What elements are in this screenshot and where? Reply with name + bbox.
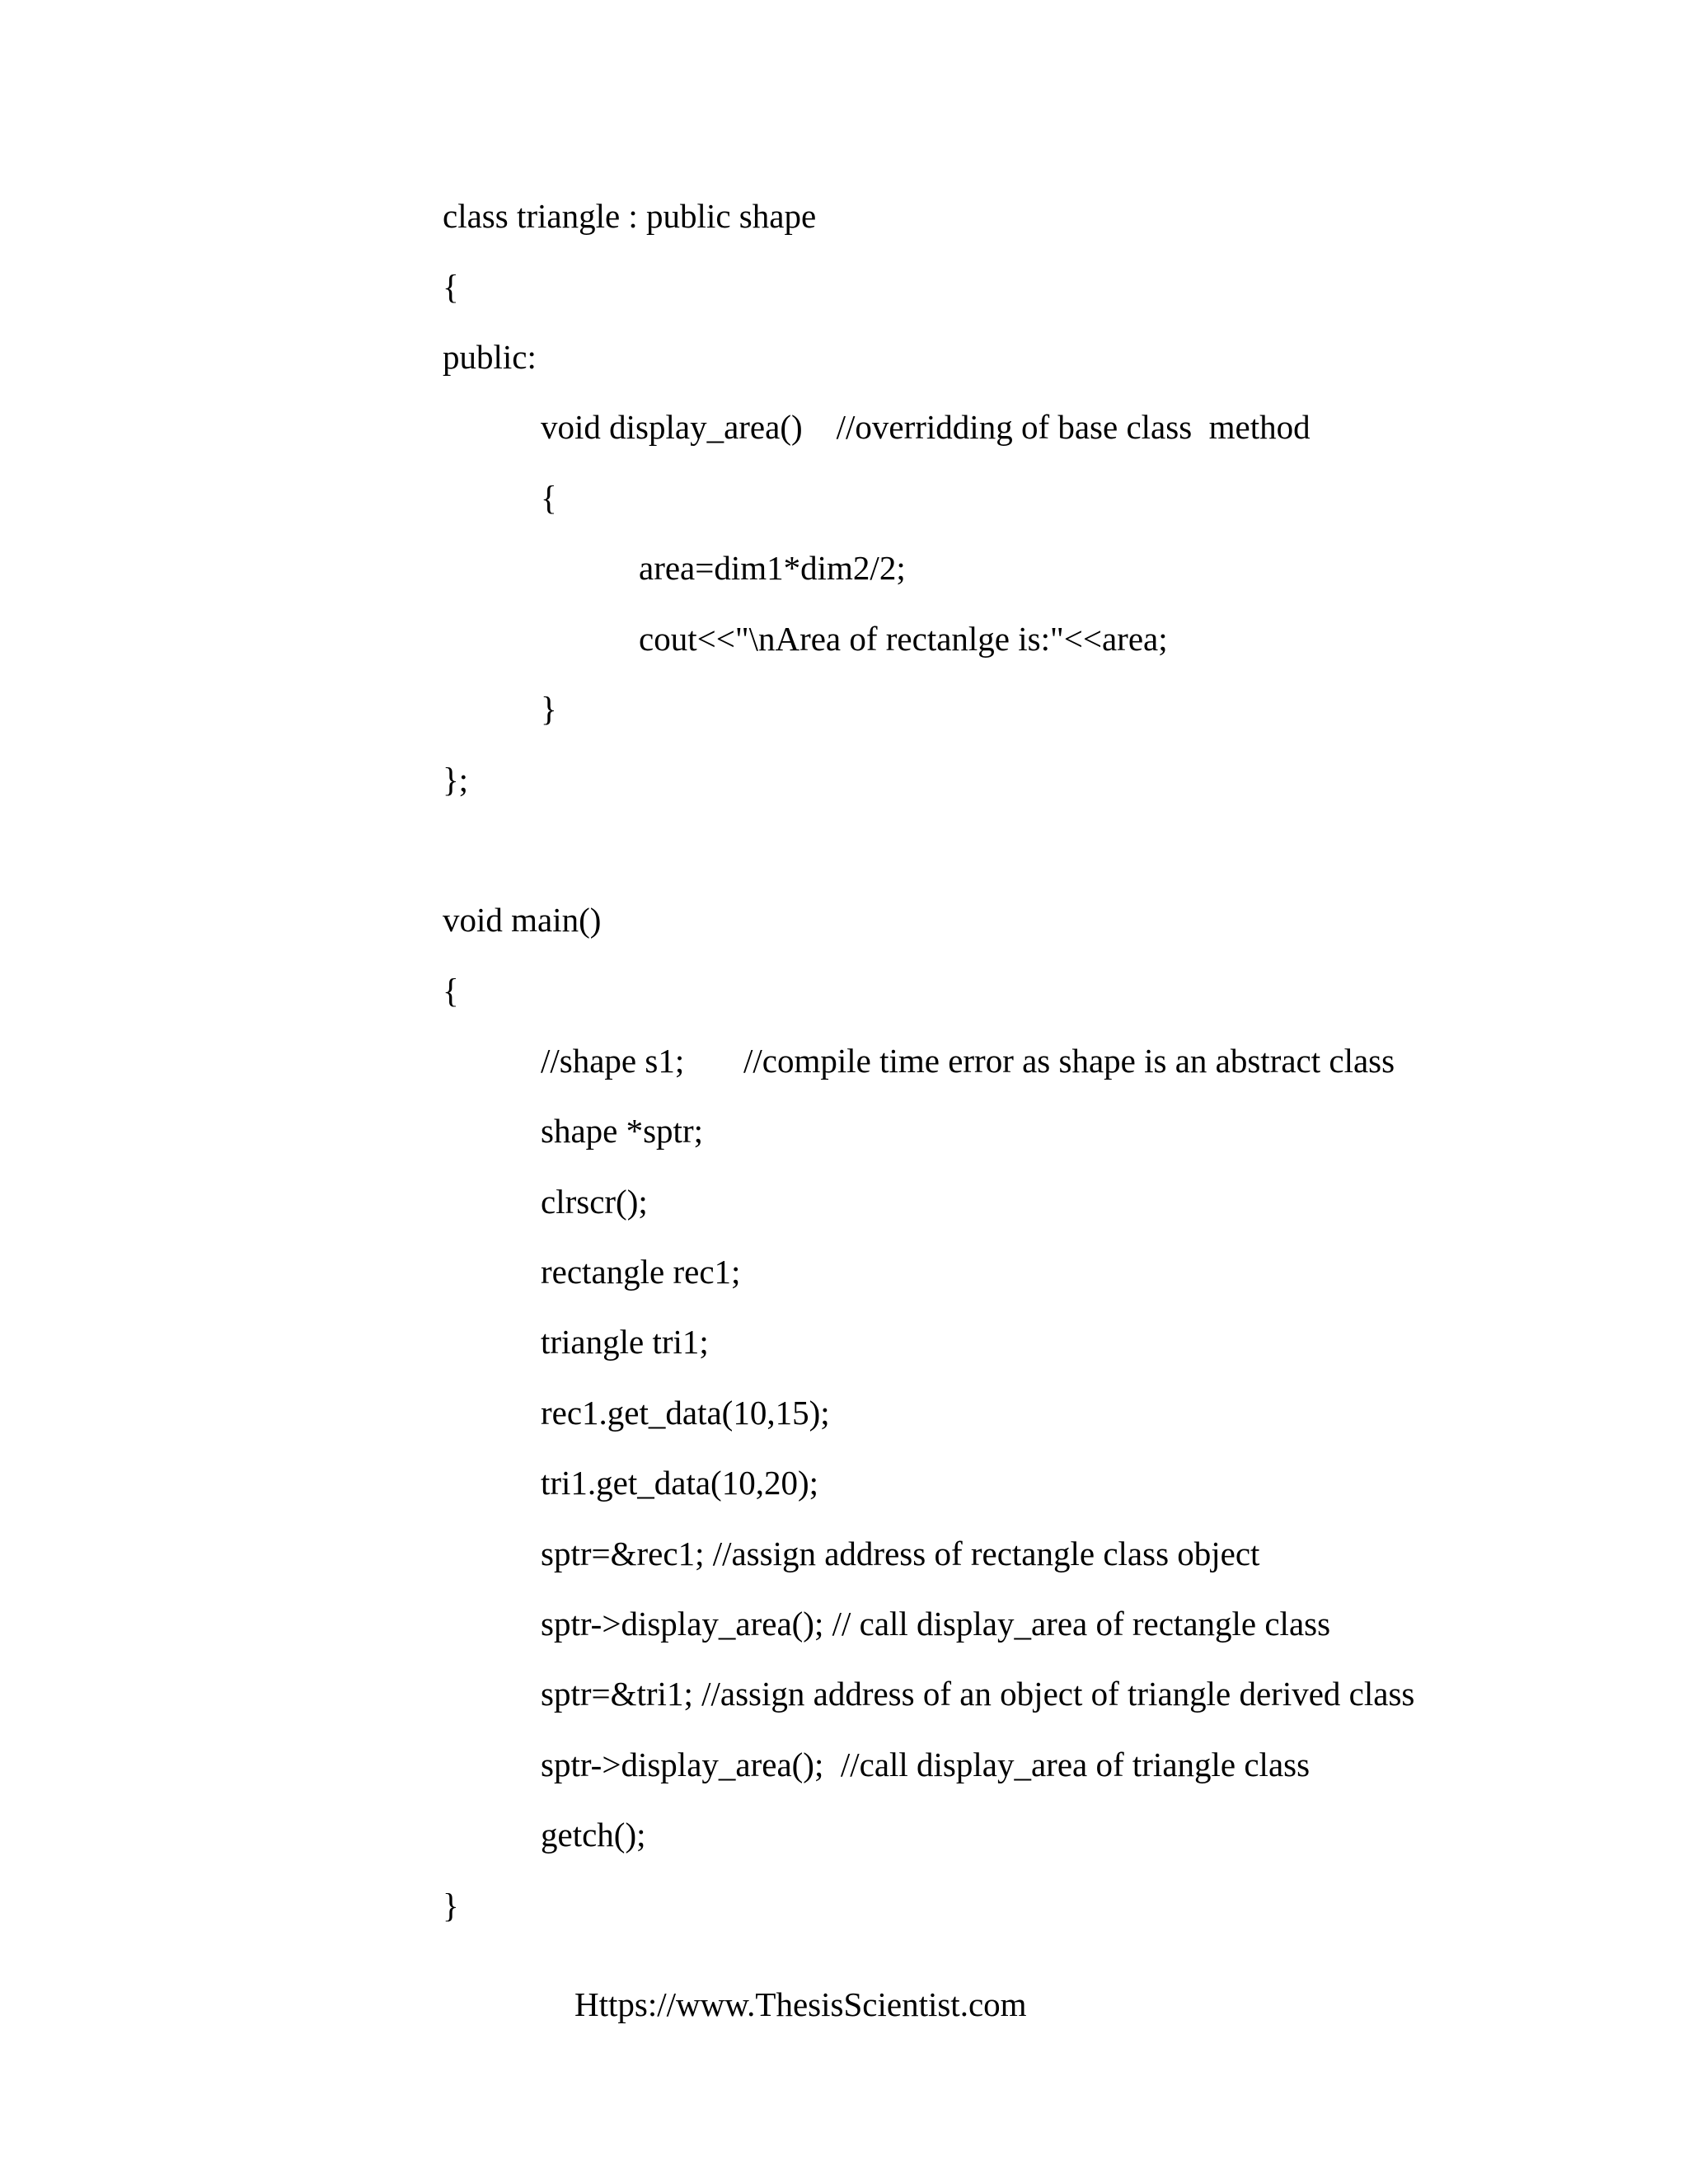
code-line-clrscr: clrscr();	[541, 1183, 648, 1221]
code-line-sptr-tri1: sptr=&tri1; //assign address of an object of triangle derived class	[541, 1675, 1415, 1713]
code-line-area-assignment: area=dim1*dim2/2;	[639, 549, 906, 587]
code-line-shape-comment: //shape s1; //compile time error as shape is an abstract class	[541, 1042, 1395, 1080]
code-line-public-specifier: public:	[443, 338, 537, 376]
code-line-triangle-tri1: triangle tri1;	[541, 1323, 709, 1361]
code-line-shape-pointer: shape *sptr;	[541, 1112, 703, 1150]
code-line-sptr-display-triangle: sptr->display_area(); //call display_area of triangle class	[541, 1746, 1311, 1783]
code-line-tri1-get-data: tri1.get_data(10,20);	[541, 1464, 819, 1502]
code-line-display-area-signature: void display_area() //overridding of base class method	[541, 408, 1311, 446]
code-line-rec1-get-data: rec1.get_data(10,15);	[541, 1394, 830, 1432]
code-line-sptr-rec1: sptr=&rec1; //assign address of rectangle class object	[541, 1535, 1260, 1572]
code-line-getch: getch();	[541, 1816, 646, 1854]
code-line-main-close-brace: }	[443, 1886, 459, 1924]
code-line-class-close: };	[443, 761, 469, 799]
code-line-sptr-display-rectangle: sptr->display_area(); // call display_area of rectangle class	[541, 1605, 1331, 1643]
code-line-rectangle-rec1: rectangle rec1;	[541, 1253, 741, 1291]
code-line-main-open-brace: {	[443, 972, 459, 1010]
code-line-method-close-brace: }	[541, 690, 557, 728]
footer-url: Https://www.ThesisScientist.com	[574, 1985, 1027, 2023]
code-line-cout-area: cout<<"\nArea of rectanlge is:"<<area;	[639, 620, 1168, 658]
code-line-class-declaration: class triangle : public shape	[443, 197, 817, 235]
code-line-class-open-brace: {	[443, 268, 459, 306]
code-line-main-signature: void main()	[443, 901, 602, 939]
code-line-method-open-brace: {	[541, 479, 557, 517]
